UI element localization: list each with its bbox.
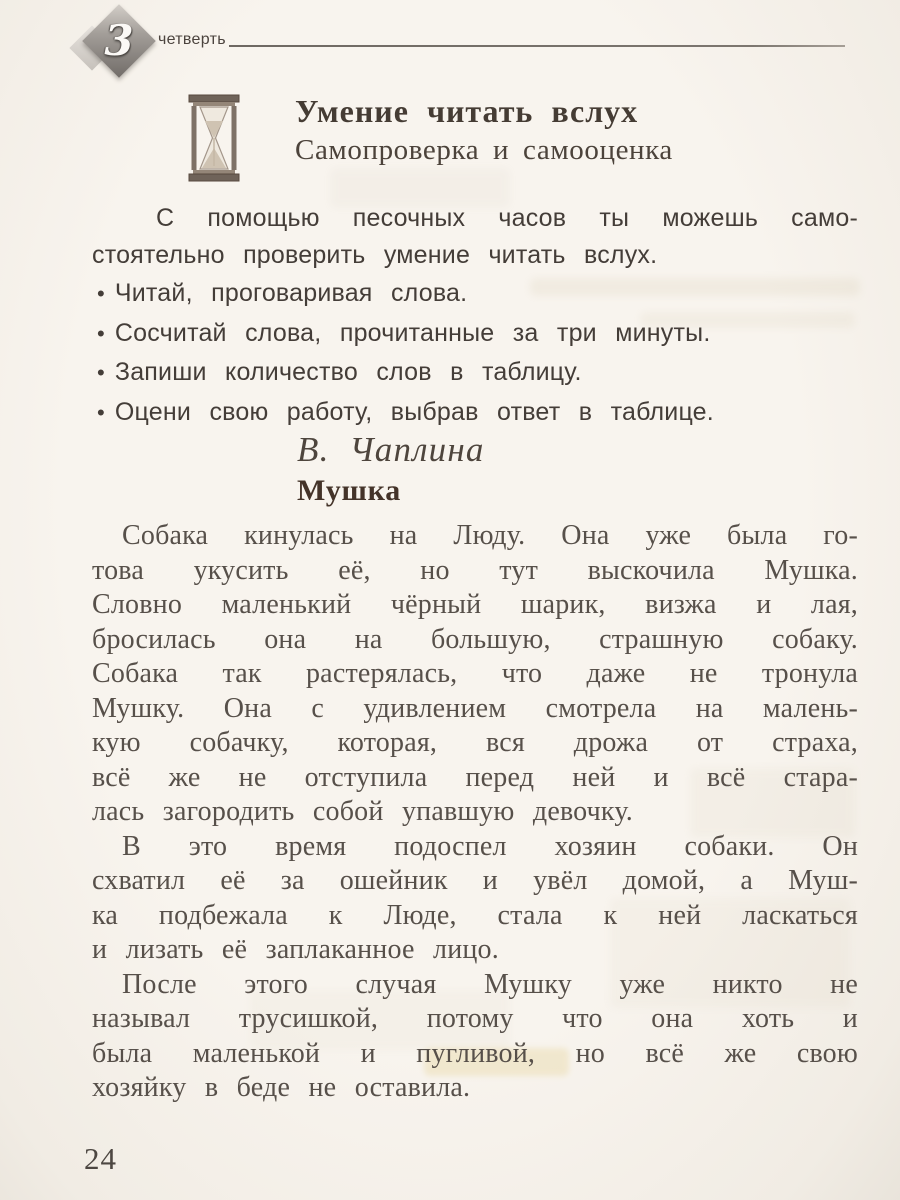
story-line: В это время подоспел хозяин собаки. Он [122,830,858,862]
story-line: После этого случая Мушку уже никто не [122,968,858,1000]
story-line: хозяйку в беде не оставила. [92,1072,471,1103]
story-line: това укусить её, но тут выскочила Мушка. [92,554,858,586]
story-heading [297,429,485,508]
header-rule [229,45,845,47]
quarter-number: 3 [104,15,134,65]
story-author: В. Чаплина [297,430,485,469]
story-line: Словно маленький чёрный шарик, визжа и лая, [92,589,858,620]
instruction-list [97,274,859,432]
quarter-label: четверть [158,31,226,48]
page-number: 24 [84,1141,117,1176]
story-line: кую собачку, которая, вся дрожа от страха, [92,727,858,758]
story-line: и лизать её заплаканное лицо. [92,934,499,965]
story-line: Собака кинулась на Люду. Она уже была го- [122,520,858,551]
story-body [92,519,858,1106]
quarter-diamond-badge [76,6,168,90]
section-subtitle: Самопроверка и самооценка [295,134,673,166]
intro-line: С помощью песочных часов ты можешь само- [156,204,858,232]
instruction-item: • Оцени свою работу, выбрав ответ в таблице. [97,397,714,426]
intro-line: стоятельно проверить умение читать вслух. [92,241,658,269]
bullet-dot-icon: • [97,360,105,385]
bullet-dot-icon: • [97,320,105,346]
instruction-item: • Сосчитай слова, прочитанные за три минуты. [97,318,711,347]
story-title: Мушка [297,474,402,507]
bullet-dot-icon: • [97,399,105,425]
instruction-item: • Запиши количество слов в таблицу. [97,358,582,386]
hourglass-icon [188,94,240,182]
story-line: была маленькой и пугливой, но всё же свою [92,1037,858,1069]
story-line: схватил её за ошейник и увёл домой, а Муш- [92,865,858,896]
story-line: бросилась она на большую, страшную собаку. [92,623,858,655]
story-line: Мушку. Она с удивлением смотрела на малень- [92,692,858,724]
story-line: называл трусишкой, потому что она хоть и [92,1003,858,1034]
section-header [295,92,855,168]
story-line: Собака так растерялась, что даже не тронула [92,658,858,689]
bullet-dot-icon: • [97,281,105,306]
instruction-item: • Читай, проговаривая слова. [97,279,468,307]
story-line: лась загородить собой упавшую девочку. [92,796,633,827]
story-line: всё же не отступила перед ней и всё стара- [92,761,858,793]
intro-paragraph [92,200,858,274]
story-line: ка подбежала к Люде, стала к ней ласкаться [92,899,858,931]
section-title: Умение читать вслух [295,93,639,129]
